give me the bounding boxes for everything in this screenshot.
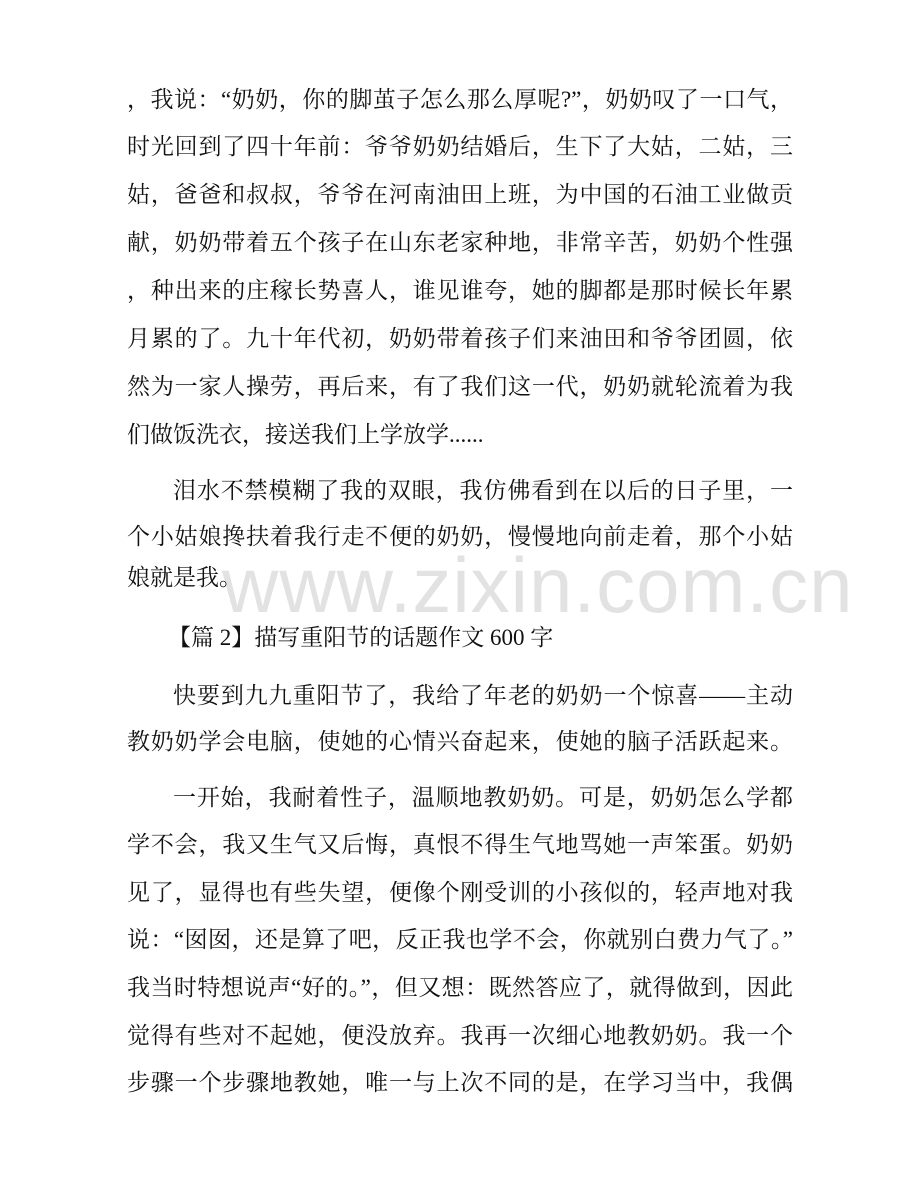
text-line: 们做饭洗衣，接送我们上学放学...... <box>127 422 484 447</box>
text-line: ，我说：“奶奶，你的脚茧子怎么那么厚呢?”，奶奶叹了一口气， <box>127 87 793 112</box>
text-line: 快要到九九重阳节了，我给了年老的奶奶一个惊喜——主动 <box>173 683 793 708</box>
text-line: 献，奶奶带着五个孩子在山东老家种地，非常辛苦，奶奶个性强 <box>127 230 793 255</box>
text-line: ，种出来的庄稼长势喜人，谁见谁夸，她的脚都是那时候长年累 <box>127 278 793 303</box>
text-line: 姑，爸爸和叔叔，爷爷在河南油田上班，为中国的石油工业做贡 <box>127 182 793 207</box>
text-line: 我当时特想说声“好的。”，但又想：既然答应了，就得做到，因此 <box>127 975 793 1000</box>
text-line: 时光回到了四十年前：爷爷奶奶结婚后，生下了大姑，二姑，三 <box>127 134 793 159</box>
text-line: 个小姑娘搀扶着我行走不便的奶奶，慢慢地向前走着，那个小姑 <box>127 524 793 549</box>
text-line: 说：“囡囡，还是算了吧，反正我也学不会，你就别白费力气了。” <box>127 927 793 952</box>
text-line: 教奶奶学会电脑，使她的心情兴奋起来，使她的脑子活跃起来。 <box>127 729 793 754</box>
text-line: 见了，显得也有些失望，便像个刚受训的小孩似的，轻声地对我 <box>127 880 793 905</box>
text-line: 觉得有些对不起她，便没放弃。我再一次细心地教奶奶。我一个 <box>127 1023 793 1048</box>
text-line: 学不会，我又生气又后悔，真恨不得生气地骂她一声笨蛋。奶奶 <box>127 832 793 857</box>
text-line: 一开始，我耐着性子，温顺地教奶奶。可是，奶奶怎么学都 <box>173 785 793 810</box>
text-line: 娘就是我。 <box>127 565 242 590</box>
text-line: 泪水不禁模糊了我的双眼，我仿佛看到在以后的日子里，一 <box>173 478 793 503</box>
text-line: 步骤一个步骤地教她，唯一与上次不同的是，在学习当中，我偶 <box>127 1070 793 1095</box>
text-line: 然为一家人操劳，再后来，有了我们这一代，奶奶就轮流着为我 <box>127 374 793 399</box>
section-heading: 【篇 2】描写重阳节的话题作文 600 字 <box>168 625 554 650</box>
watermark: www.zixin.com.cn <box>222 541 854 629</box>
text-line: 月累的了。九十年代初，奶奶带着孩子们来油田和爷爷团圆，依 <box>127 326 793 351</box>
